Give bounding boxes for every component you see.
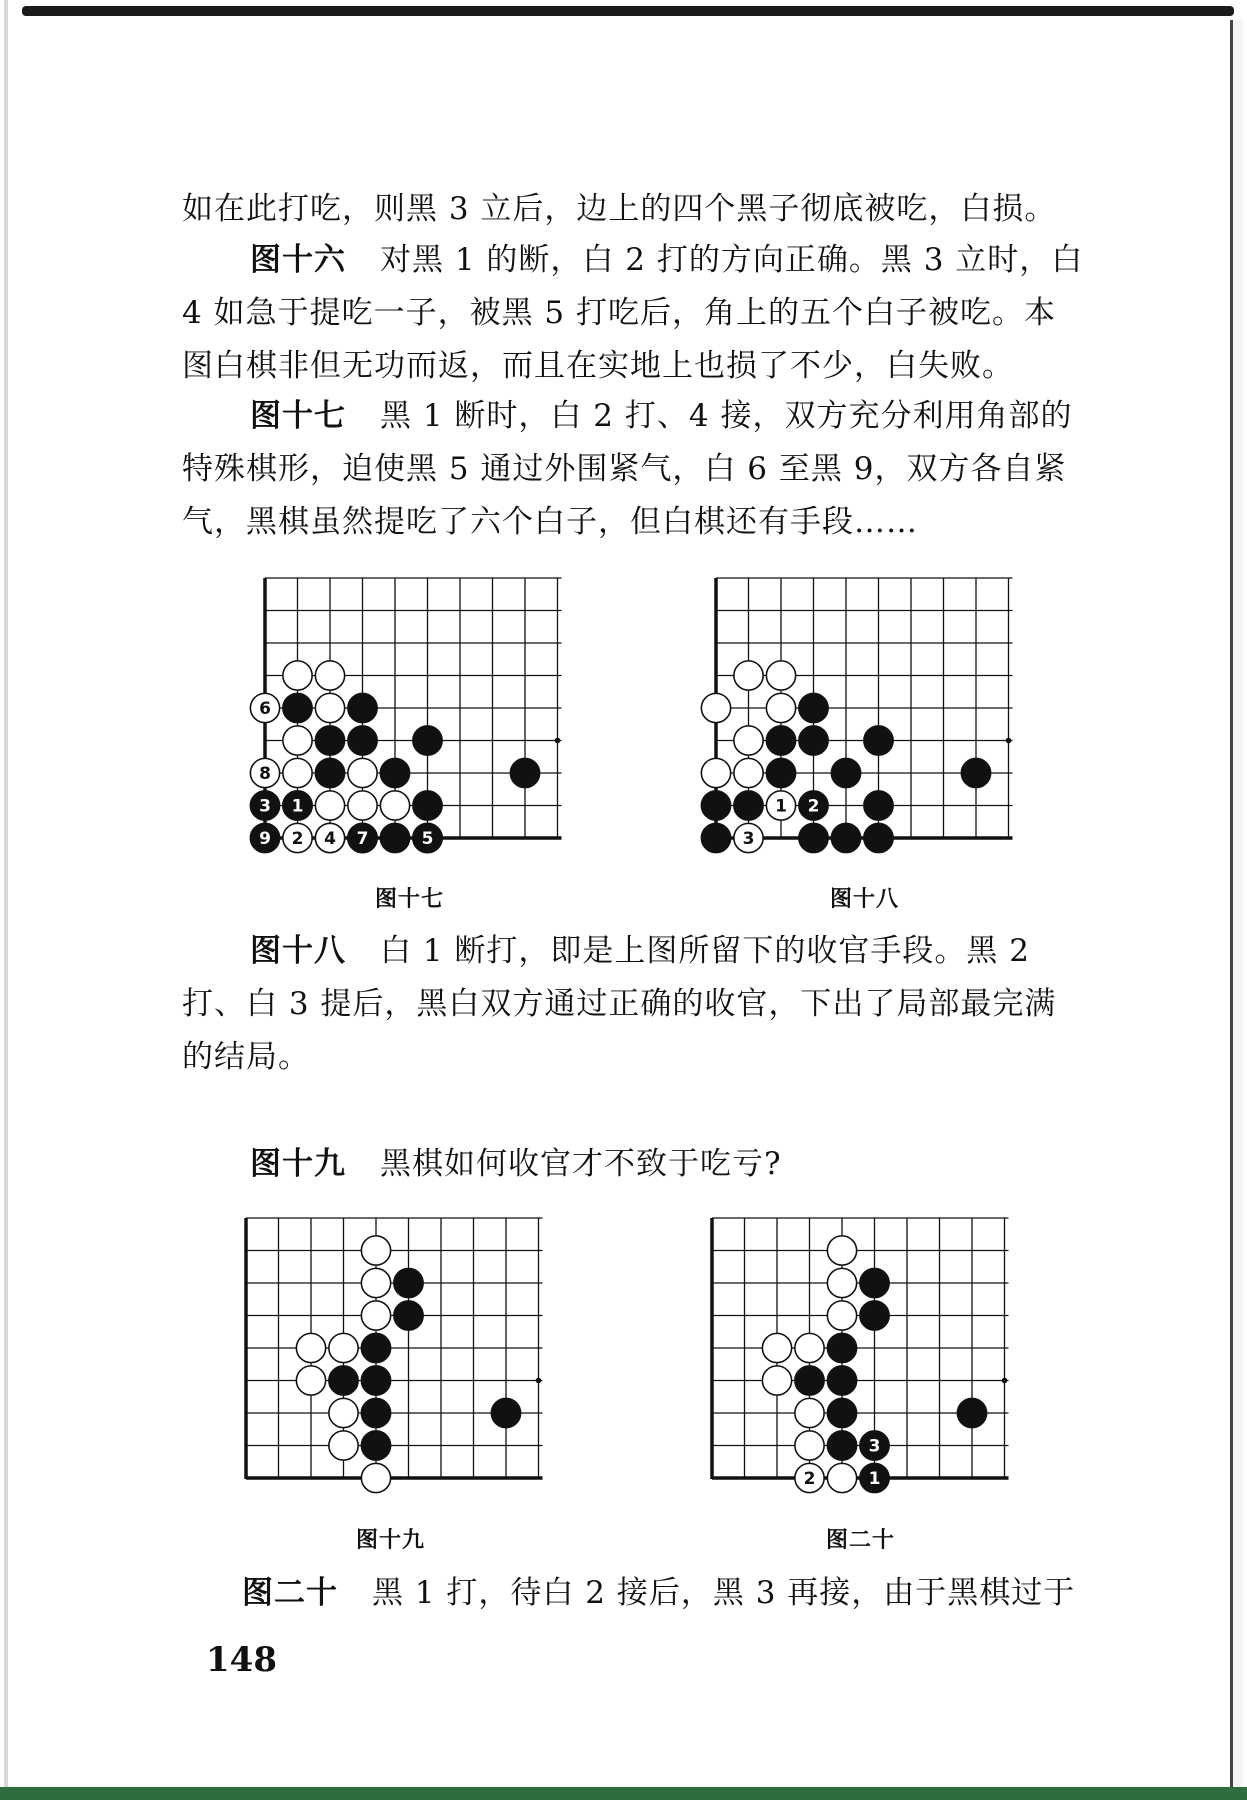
diagram-caption: 图十七: [375, 886, 445, 912]
black-stone: [827, 1333, 856, 1362]
white-stone: [795, 1333, 824, 1362]
white-stone: [380, 791, 409, 820]
move-number-label: 4: [324, 829, 336, 849]
white-stone: [701, 693, 730, 722]
white-stone: [734, 758, 763, 787]
text-line: 4 如急于提吃一子，被黑 5 打吃后，角上的五个白子被吃。本: [182, 295, 1057, 331]
move-number-label: 1: [291, 796, 304, 817]
viewer-bottom-bar: [0, 1787, 1247, 1800]
black-stone: [361, 1366, 390, 1395]
paragraph-fig19: [182, 1138, 782, 1191]
white-stone: [766, 661, 795, 690]
black-stone: [394, 1268, 423, 1297]
paragraph-heading: 图十七: [250, 398, 346, 434]
white-stone: [795, 1431, 824, 1460]
move-number-label: 7: [356, 829, 369, 849]
black-stone: [701, 791, 730, 820]
move-number-label: 3: [259, 796, 271, 817]
black-stone: [361, 1431, 390, 1460]
black-stone: [394, 1301, 423, 1330]
white-stone: [827, 1301, 856, 1330]
white-stone: [315, 693, 344, 722]
black-stone: [361, 1333, 390, 1362]
black-stone: [864, 726, 893, 755]
black-stone: [827, 1431, 856, 1460]
white-stone: [701, 758, 730, 787]
white-stone: [296, 1366, 325, 1395]
text-line: 图十八 白 1 断打，即是上图所留下的收官手段。黑 2: [250, 933, 1031, 969]
black-stone: [827, 1398, 856, 1427]
white-stone: [827, 1268, 856, 1297]
black-stone: [315, 758, 344, 787]
text-line: 如在此打吃，则黑 3 立后，边上的四个黑子彻底被吃，白损。: [182, 191, 1057, 227]
go-diagram-fig17: [259, 575, 584, 865]
paragraph-fig16: [182, 234, 1083, 393]
white-stone: [827, 1463, 856, 1492]
move-number-label: 5: [421, 829, 434, 849]
paragraph-fig17: [182, 390, 1072, 549]
white-stone: [795, 1398, 824, 1427]
black-stone: [957, 1398, 986, 1427]
paragraph-heading: 图二十: [242, 1575, 338, 1611]
white-stone: [348, 791, 377, 820]
white-stone: [734, 726, 763, 755]
black-stone: [864, 791, 893, 820]
black-stone: [827, 1366, 856, 1395]
move-number-label: 9: [259, 829, 271, 849]
white-stone: [283, 661, 312, 690]
go-diagram-fig18: [713, 575, 1035, 865]
move-number-label: 2: [291, 829, 304, 849]
move-number-label: 1: [775, 796, 787, 817]
black-stone: [413, 791, 442, 820]
text-line: 特殊棋形，迫使黑 5 通过外围紧气，白 6 至黑 9，双方各自紧: [182, 451, 1067, 487]
star-point: [555, 738, 561, 744]
diagram-caption: 图十八: [830, 886, 900, 912]
diagram-caption: 图十九: [356, 1527, 426, 1553]
black-stone: [831, 758, 860, 787]
paragraph-heading: 图十六: [250, 242, 346, 278]
white-stone: [827, 1236, 856, 1265]
white-stone: [329, 1333, 358, 1362]
viewer-right-edge: [1230, 20, 1243, 1790]
paragraph-heading: 图十九: [250, 1146, 346, 1182]
star-point: [536, 1378, 542, 1384]
black-stone: [413, 726, 442, 755]
black-stone: [701, 823, 730, 852]
white-stone: [361, 1463, 390, 1492]
text-line: 气，黑棋虽然提吃了六个白子，但白棋还有手段……: [182, 504, 918, 540]
paragraph-heading: 图十八: [250, 933, 346, 969]
white-stone: [315, 791, 344, 820]
text-line: 图十九 黑棋如何收官才不致于吃亏?: [250, 1146, 782, 1182]
page-number: 148: [206, 1640, 277, 1680]
paragraph-fig20: [182, 1567, 1075, 1620]
star-point: [1002, 1378, 1008, 1384]
move-number-label: 3: [868, 1436, 881, 1457]
black-stone: [864, 823, 893, 852]
text-line: 图十六 对黑 1 的断，白 2 打的方向正确。黑 3 立时，白: [250, 242, 1084, 278]
black-stone: [799, 726, 828, 755]
white-stone: [283, 726, 312, 755]
black-stone: [860, 1301, 889, 1330]
black-stone: [315, 726, 344, 755]
go-diagram-fig19: [243, 1215, 565, 1505]
move-number-label: 2: [803, 1469, 816, 1489]
black-stone: [380, 758, 409, 787]
page-left-edge: [4, 0, 8, 1800]
white-stone: [766, 693, 795, 722]
text-line: 的结局。: [182, 1039, 310, 1075]
black-stone: [961, 758, 990, 787]
white-stone: [329, 1398, 358, 1427]
white-stone: [296, 1333, 325, 1362]
go-diagram-fig20: [709, 1215, 1031, 1505]
black-stone: [380, 823, 409, 852]
star-point: [1006, 738, 1012, 744]
black-stone: [734, 791, 763, 820]
move-number-label: 1: [868, 1469, 881, 1489]
move-number-label: 2: [807, 796, 820, 817]
black-stone: [766, 758, 795, 787]
black-stone: [283, 693, 312, 722]
black-stone: [799, 693, 828, 722]
black-stone: [510, 758, 539, 787]
black-stone: [766, 726, 795, 755]
text-line: 图白棋非但无功而返，而且在实地上也损了不少，白失败。: [182, 348, 1014, 384]
text-line: 打、白 3 提后，黑白双方通过正确的收官，下出了局部最完满: [182, 986, 1057, 1022]
white-stone: [329, 1431, 358, 1460]
text-line: 图二十 黑 1 打，待白 2 接后，黑 3 再接，由于黑棋过于: [242, 1575, 1076, 1611]
page-top-rule: [22, 6, 1234, 16]
white-stone: [762, 1333, 791, 1362]
move-number-label: 6: [259, 699, 271, 719]
move-number-label: 8: [259, 764, 271, 784]
black-stone: [795, 1366, 824, 1395]
diagram-caption: 图二十: [826, 1527, 896, 1553]
white-stone: [361, 1268, 390, 1297]
white-stone: [734, 661, 763, 690]
white-stone: [283, 758, 312, 787]
black-stone: [799, 823, 828, 852]
black-stone: [329, 1366, 358, 1395]
black-stone: [860, 1268, 889, 1297]
black-stone: [831, 823, 860, 852]
white-stone: [315, 661, 344, 690]
white-stone: [361, 1301, 390, 1330]
black-stone: [491, 1398, 520, 1427]
black-stone: [348, 693, 377, 722]
white-stone: [762, 1366, 791, 1395]
move-number-label: 3: [742, 829, 755, 849]
white-stone: [348, 758, 377, 787]
black-stone: [348, 726, 377, 755]
white-stone: [361, 1236, 390, 1265]
black-stone: [361, 1398, 390, 1427]
paragraph-intro: [182, 183, 1056, 236]
text-line: 图十七 黑 1 断时，白 2 打、4 接，双方充分利用角部的: [250, 398, 1073, 434]
paragraph-fig18: [182, 925, 1056, 1084]
